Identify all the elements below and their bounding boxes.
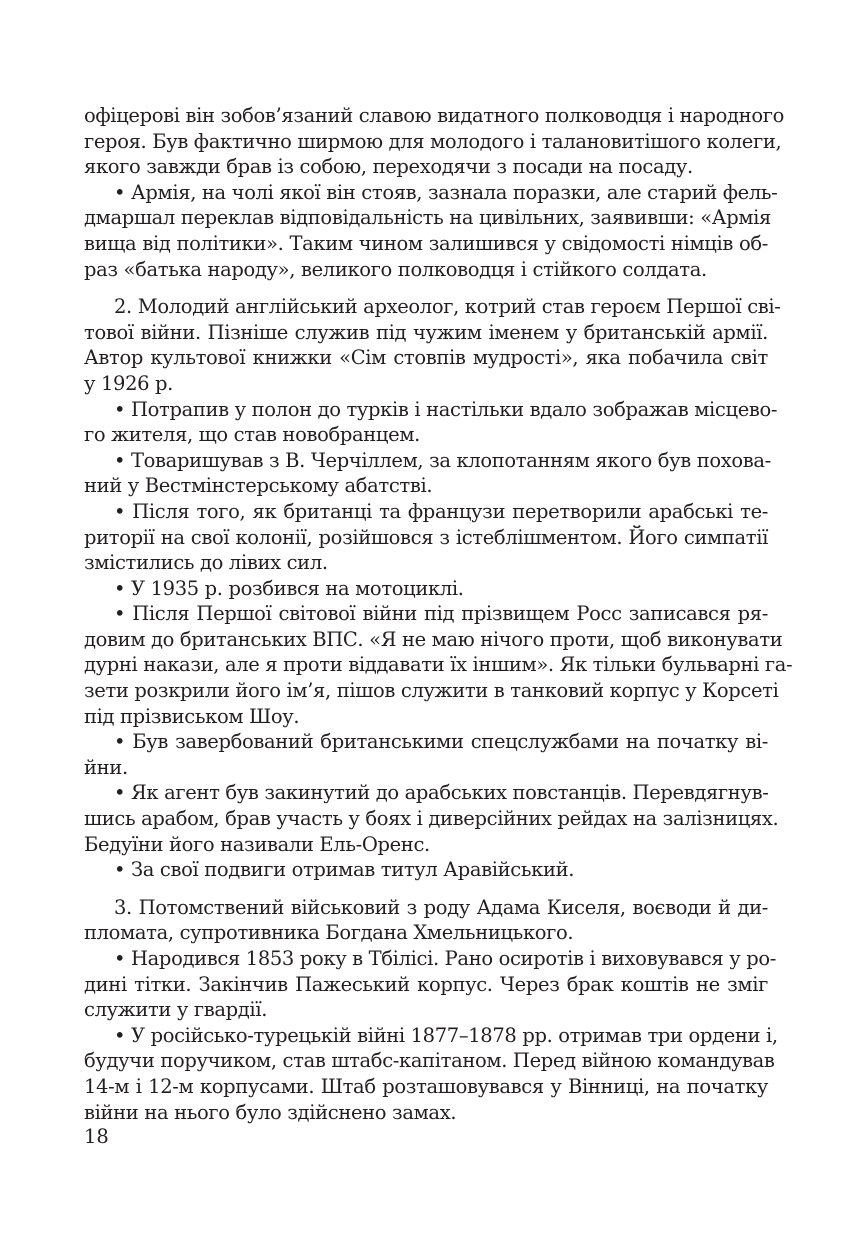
bullet-paragraph: [84, 1023, 778, 1125]
paragraph-continuation: [84, 103, 784, 180]
text-line: • У 1935 р. розбився на мотоциклі.: [114, 576, 464, 600]
page-text: [84, 103, 793, 1125]
bullet-paragraph: [84, 729, 768, 780]
text-line: ний у Вестмінстерському абатстві.: [84, 474, 433, 498]
text-line: якого завжди брав із собою, переходячи з посади на посаду.: [84, 155, 693, 179]
text-line: Автор культової книжки «Сім стовпів мудрості», яка побачила світ: [84, 346, 768, 370]
text-line: раз «батька народу», великого полководця і стійкого солдата.: [84, 257, 707, 281]
text-line: • Товаришував з В. Черчіллем, за клопотанням якого був похова-: [114, 448, 771, 472]
text-line: 14-м і 12-м корпусами. Штаб розташовувався у Вінниці, на початку: [84, 1074, 768, 1098]
text-line: будучи поручиком, став штабс-капітаном. Перед війною командував: [84, 1049, 775, 1073]
text-line: довим до британських ВПС. «Я не маю нічого проти, щоб виконувати: [84, 627, 783, 651]
bullet-paragraph: [84, 780, 779, 857]
text-line: дурні накази, але я проти віддавати їх іншим». Як тільки бульварні га-: [84, 653, 793, 677]
text-line: служити у гвардії.: [84, 998, 268, 1022]
text-line: героя. Був фактично ширмою для молодого і талановитішого колеги,: [84, 129, 782, 153]
text-line: • Як агент був закинутий до арабських повстанців. Перевдягнув-: [114, 781, 769, 805]
bullet-paragraph: [84, 397, 778, 448]
text-line: дині тітки. Закінчив Пажеський корпус. Через брак коштів не зміг: [84, 972, 768, 996]
text-line: війни на нього було здійснено замах.: [84, 1100, 457, 1124]
page-number: 18: [84, 1125, 109, 1148]
text-line: • У російсько-турецькій війні 1877–1878 рр. отримав три ордени і,: [114, 1023, 778, 1047]
text-line: йни.: [84, 755, 128, 779]
section-gap: [84, 282, 768, 294]
text-line: • Був завербований британськими спецслужбами на початку ві-: [114, 730, 768, 754]
text-line: • Армія, на чолі якої він стояв, зазнала поразки, але старий фель-: [114, 180, 778, 204]
text-line: • Після того, як британці та французи перетворили арабські те-: [114, 499, 768, 523]
numbered-question-3: [84, 895, 768, 946]
text-line: • Потрапив у полон до турків і настільки вдало зображав місцево-: [114, 397, 778, 421]
text-line: Бедуїни його називали Ель-Оренс.: [84, 832, 430, 856]
text-line: • Народився 1853 року в Тбілісі. Рано осиротів і виховувався у ро-: [114, 947, 776, 970]
text-line: 2. Молодий англійський археолог, котрий став героєм Першої сві-: [114, 295, 781, 319]
bullet-paragraph: [84, 499, 768, 576]
numbered-question-2: [84, 294, 781, 396]
text-line: змістились до лівих сил.: [84, 551, 328, 575]
bullet-paragraph: [84, 946, 776, 1023]
bullet-paragraph: [84, 601, 793, 729]
text-line: офіцерові він зобов’язаний славою видатного полководця і народного: [84, 104, 784, 127]
bullet-paragraph: [84, 180, 778, 282]
text-line: тової війни. Пізніше служив під чужим іменем у британській армії.: [84, 320, 768, 344]
text-line: • Після Першої світової війни під прізвищем Росс записався ря-: [114, 602, 768, 626]
text-line: риторії на свої колонії, розійшовся з істеблішментом. Його симпатії: [84, 525, 768, 549]
bullet-paragraph: [84, 576, 768, 602]
text-line: 3. Потомствений військовий з роду Адама Киселя, воєводи й ди-: [114, 895, 768, 919]
section-gap: [84, 883, 768, 895]
bullet-paragraph: [84, 857, 768, 883]
text-line: го жителя, що став новобранцем.: [84, 423, 420, 447]
text-line: • За свої подвиги отримав титул Аравійський.: [114, 858, 575, 882]
text-line: зети розкрили його ім’я, пішов служити в танковий корпус у Корсеті: [84, 679, 779, 703]
bullet-paragraph: [84, 448, 771, 499]
text-line: дмаршал переклав відповідальність на цивільних, заявивши: «Армія: [84, 206, 771, 230]
text-line: вища від політики». Таким чином залишився у свідомості німців об-: [84, 231, 768, 255]
text-line: під прізвиськом Шоу.: [84, 704, 300, 728]
text-line: у 1926 р.: [84, 371, 174, 395]
text-line: шись арабом, брав участь у боях і диверсійних рейдах на залізницях.: [84, 807, 779, 831]
text-line: пломата, супротивника Богдана Хмельницького.: [84, 921, 574, 945]
